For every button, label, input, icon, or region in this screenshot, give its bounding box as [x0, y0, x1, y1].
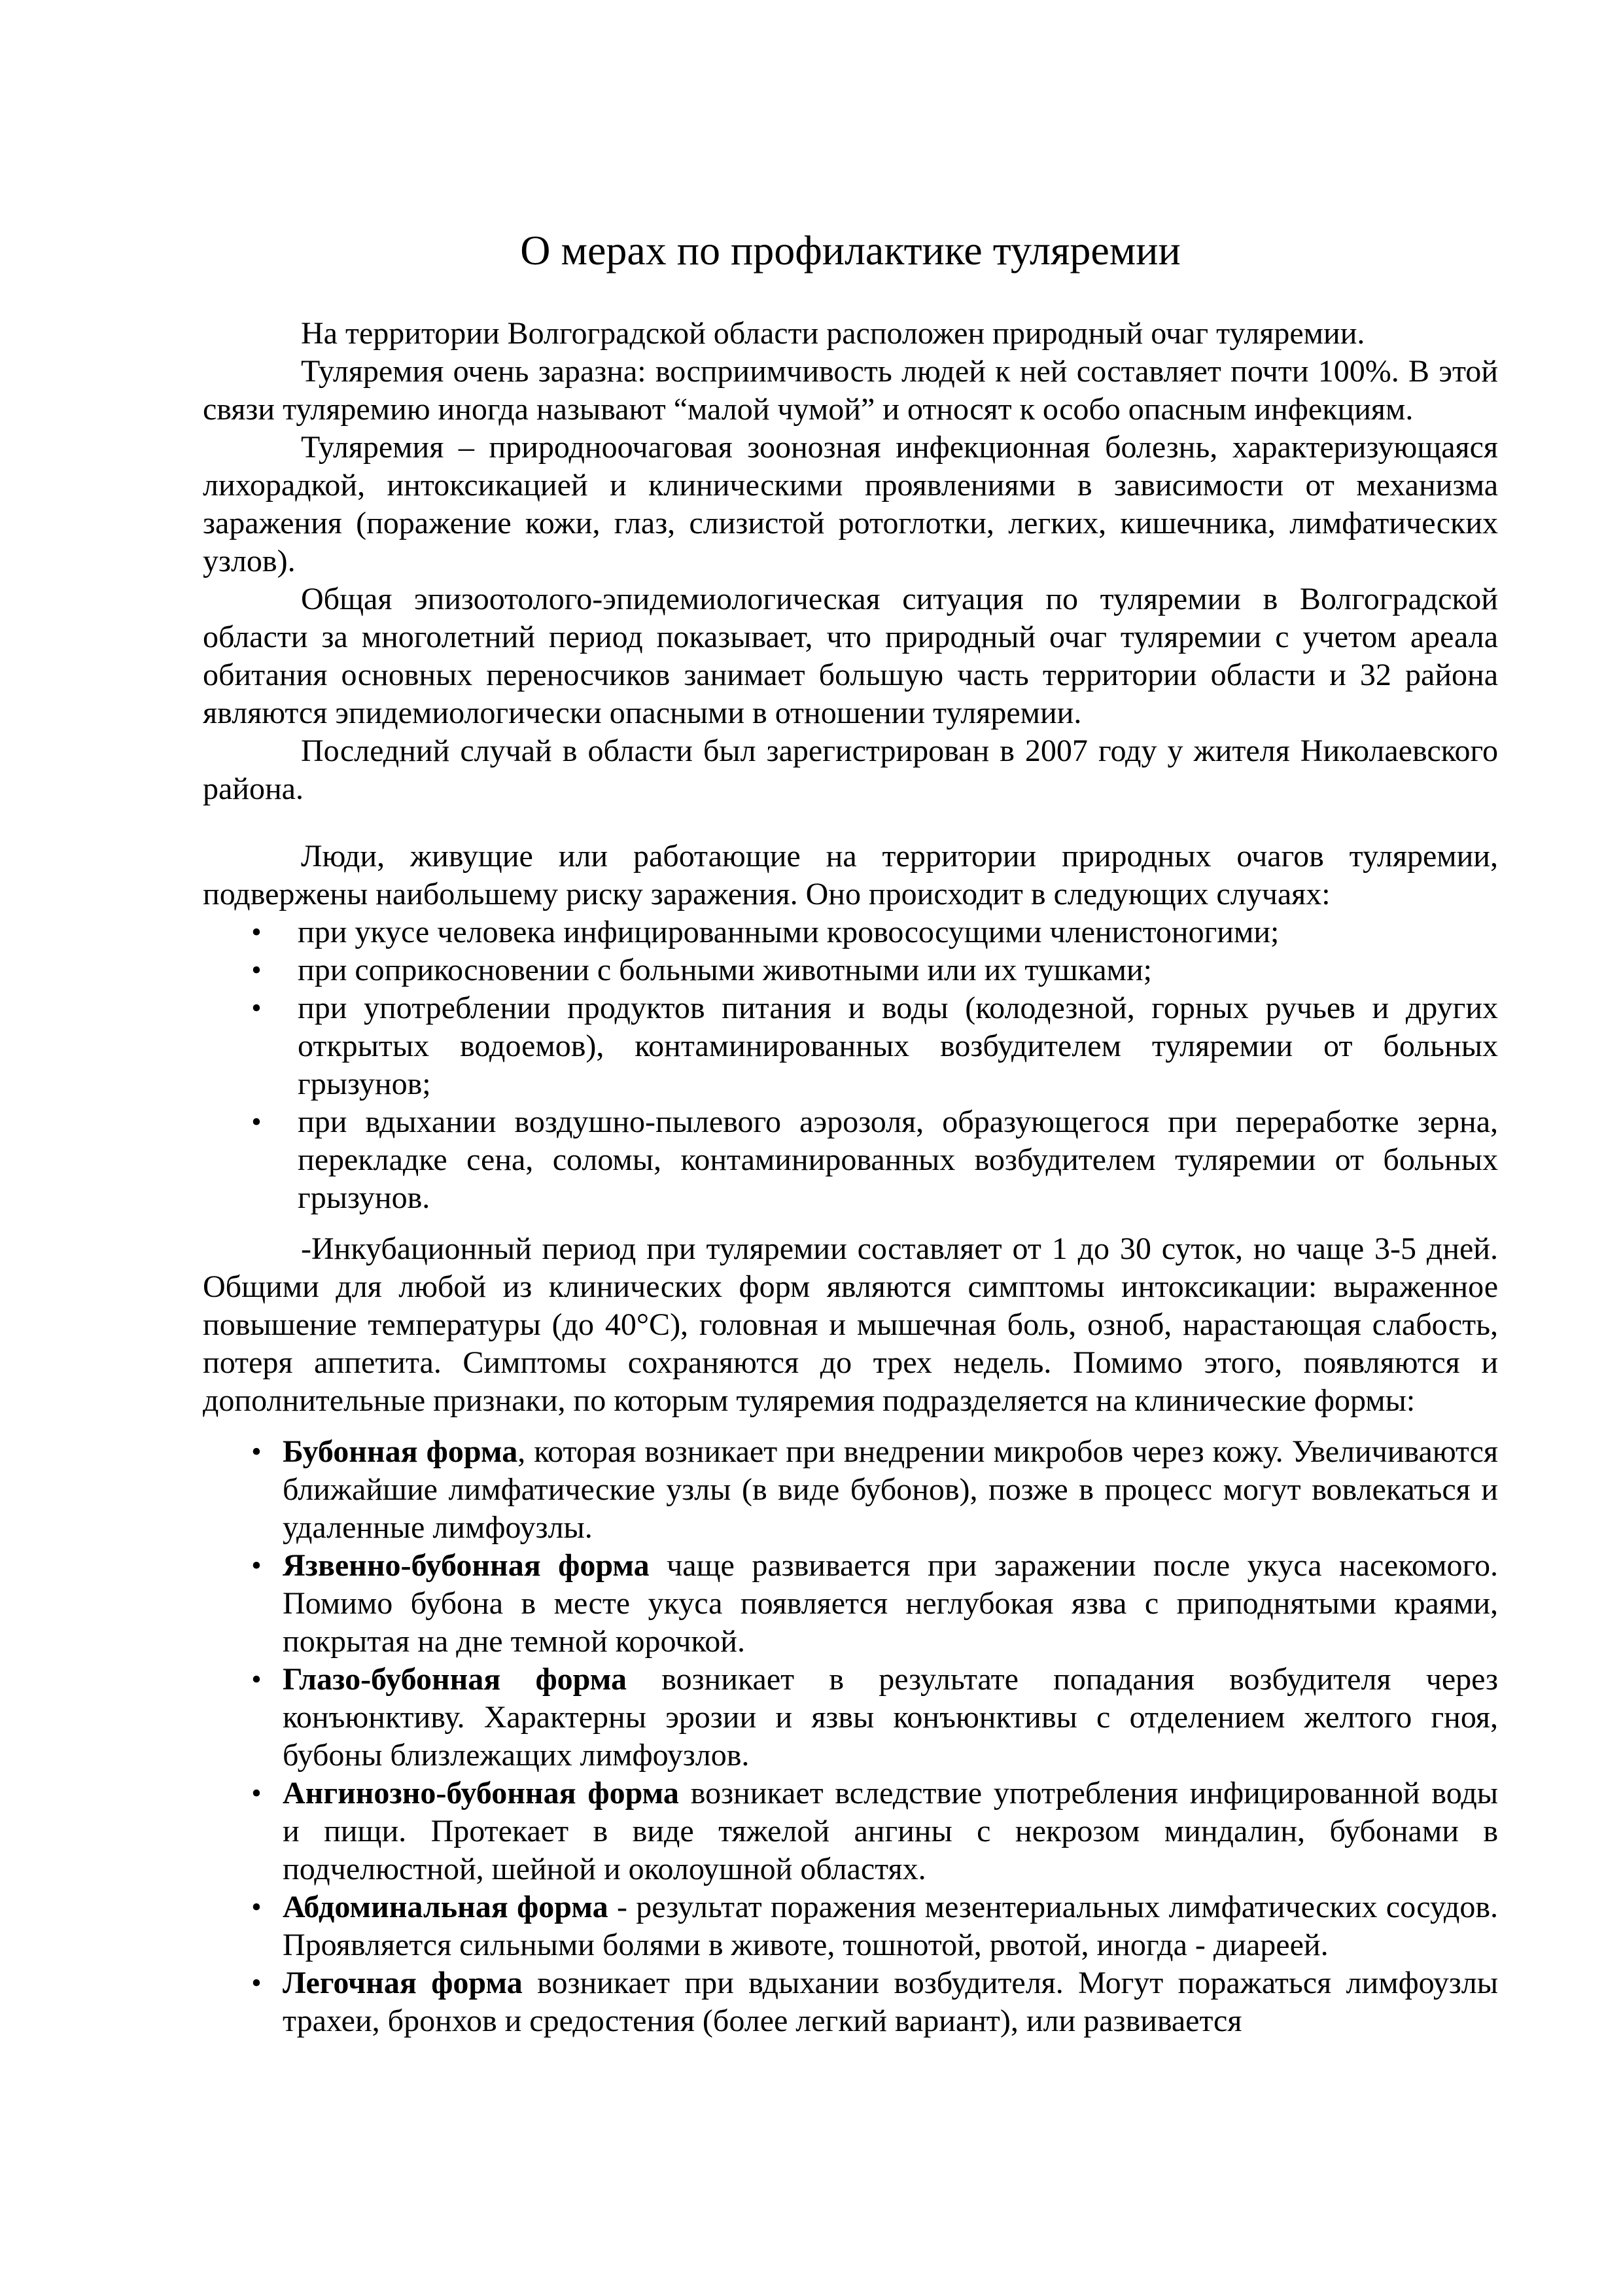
bullet-icon: • — [251, 1777, 262, 1809]
list-item — [203, 1964, 1498, 2040]
paragraph-incubation: -Инкубационный период при туляремии составляет от 1 до 30 суток, но чаще 3-5 дней. Общими для любой из клинических форм являются симптомы интоксикации: выраженное повышение температуры (до 40°С), головная и мышечная боль, озноб, нарастающая слабость, потеря аппетита. Симптомы сохраняются до трех недель. Помимо этого, появляются и дополнительные признаки, по которым туляремия подразделяется на клинические формы: — [203, 1231, 1498, 1418]
bullet-icon: • — [251, 1549, 262, 1581]
form-description: , которая возникает при внедрении микробов через кожу. Увеличиваются ближайшие лимфатические узлы (в виде бубонов), позже в процесс могут вовлекаться и удаленные лимфоузлы. — [283, 1434, 1499, 1545]
clinical-forms-list — [203, 1433, 1498, 2040]
list-item — [203, 951, 1498, 989]
form-name: Легочная форма — [283, 1966, 523, 2000]
bullet-icon: • — [251, 1106, 262, 1138]
document-title: О мерах по профилактике туляремии — [520, 227, 1181, 274]
list-item-text: при укусе человека инфицированными кровососущими членистоногими; — [298, 915, 1280, 949]
form-name: Ангинозно-бубонная форма — [283, 1776, 679, 1810]
paragraph-definition: Туляремия – природноочаговая зоонозная инфекционная болезнь, характеризующаяся лихорадкой, интоксикацией и клиническими проявлениями в зависимости от механизма заражения (поражение кожи, глаз, слизистой ротоглотки, легких, кишечника, лимфатических узлов). — [203, 430, 1498, 578]
bullet-icon: • — [251, 954, 262, 986]
list-item — [203, 1888, 1498, 1964]
list-item — [203, 1775, 1498, 1888]
paragraph-last-case: Последний случай в области был зарегистрирован в 2007 году у жителя Николаевского района. — [203, 733, 1498, 806]
paragraph-territory: На территории Волгоградской области расположен природный очаг туляремии. — [301, 316, 1365, 351]
form-name: Глазо-бубонная форма — [283, 1662, 627, 1697]
list-item-text: при употреблении продуктов питания и воды (колодезной, горных ручьев и других открытых водоемов), контаминированных возбудителем туляремии от больных грызунов; — [298, 991, 1498, 1101]
list-item — [203, 1103, 1498, 1217]
list-item-text: при соприкосновении с больными животными или их тушками; — [298, 953, 1152, 987]
list-item-text: при вдыхании воздушно-пылевого аэрозоля, образующегося при переработке зерна, перекладке сена, соломы, контаминированных возбудителем туляремии от больных грызунов. — [298, 1104, 1498, 1215]
form-description: - результат поражения мезентериальных лимфатических сосудов. Проявляется сильными болями в животе, тошнотой, рвотой, иногда - диареей. — [283, 1890, 1499, 1962]
form-description: возникает вследствие употребления инфицированной воды и пищи. Протекает в виде тяжелой ангины с некрозом миндалин, бубонами в подчелюстной, шейной и околоушной областях. — [283, 1776, 1498, 1886]
bullet-icon: • — [251, 1663, 262, 1695]
list-item — [203, 1433, 1498, 1547]
form-name: Абдоминальная форма — [283, 1890, 608, 1924]
bullet-icon: • — [251, 1891, 262, 1923]
bullet-icon: • — [251, 1436, 262, 1468]
list-item — [203, 1661, 1498, 1775]
paragraph-contagious: Туляремия очень заразна: восприимчивость людей к ней составляет почти 100%. В этой связи туляремию иногда называют “малой чумой” и относят к особо опасным инфекциям. — [203, 354, 1498, 427]
bullet-icon: • — [251, 916, 262, 948]
form-description: чаще развивается при заражении после укуса насекомого. Помимо бубона в месте укуса появляется неглубокая язва с приподнятыми краями, покрытая на дне темной корочкой. — [283, 1548, 1499, 1659]
form-name: Язвенно-бубонная форма — [283, 1548, 650, 1583]
form-description: возникает при вдыхании возбудителя. Могут поражаться лимфоузлы трахеи, бронхов и средостения (более легкий вариант), или развивается — [283, 1966, 1498, 2038]
form-description: возникает в результате попадания возбудителя через конъюнктиву. Характерны эрозии и язвы конъюнктивы с отделением желтого гноя, бубоны близлежащих лимфоузлов. — [283, 1662, 1498, 1773]
bullet-icon: • — [251, 1967, 262, 1999]
list-item — [203, 1547, 1498, 1661]
bullet-icon: • — [251, 992, 262, 1024]
paragraph-risk: Люди, живущие или работающие на территории природных очагов туляремии, подвержены наибольшему риску заражения. Оно происходит в следующих случаях: — [203, 839, 1498, 911]
list-item — [203, 913, 1498, 951]
infection-cases-list — [203, 913, 1498, 1217]
paragraph-epizootic-situation: Общая эпизоотолого-эпидемиологическая ситуация по туляремии в Волгоградской области за многолетний период показывает, что природный очаг туляремии с учетом ареала обитания основных переносчиков занимает большую часть территории области и 32 района являются эпидемиологически опасными в отношении туляремии. — [203, 582, 1498, 730]
form-name: Бубонная форма — [283, 1434, 518, 1469]
list-item — [203, 989, 1498, 1103]
document-page — [203, 0, 1498, 2040]
